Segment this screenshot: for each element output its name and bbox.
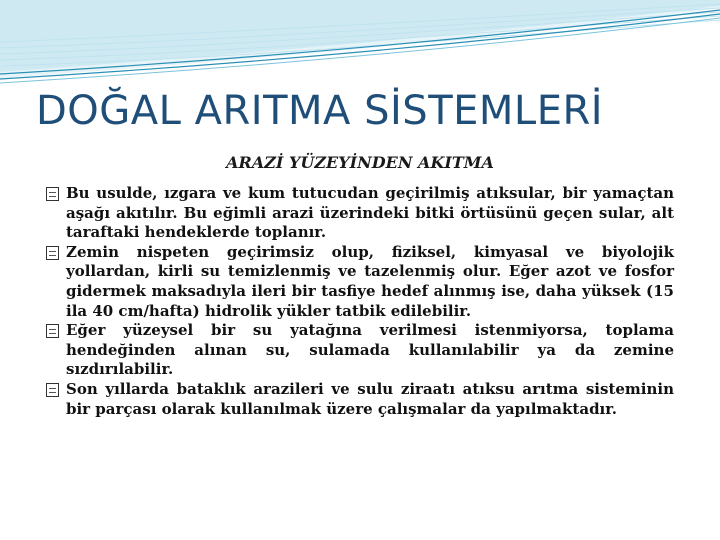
missing-glyph-box-icon [46, 324, 59, 338]
slide-subtitle: ARAZİ YÜZEYİNDEN AKITMA [226, 153, 494, 172]
missing-glyph-box-icon [46, 187, 59, 201]
missing-glyph-box-icon [46, 383, 59, 397]
paragraph-3-text: Eğer yüzeysel bir su yatağına verilmesi istenmiyorsa, toplama hendeğinden alınan su, sulamada kullanılabilir ya da zemine sızdırılabilir. [66, 321, 674, 379]
paragraph-2-text: Zemin nispeten geçirimsiz olup, fiziksel, kimyasal ve biyolojik yollardan, kirli su temizlenmiş ve tazelenmiş olur. Eğer azot ve fosfor gidermek maksadıyla ileri bir tasfiye hedef alınmış ise, daha yüksek (15 ila 40 cm/hafta) hidrolik yükler tatbik edilebilir. [66, 242, 674, 320]
paragraph-3 [46, 321, 674, 380]
slide-title: DOĞAL ARITMA SİSTEMLERİ [36, 88, 604, 134]
paragraph-2 [46, 243, 674, 321]
paragraph-4-text: Son yıllarda bataklık arazileri ve sulu ziraatı atıksu arıtma sisteminin bir parçası olarak kullanılmak üzere çalışmalar da yapılmaktadır. [66, 379, 674, 418]
header-wave-decoration [0, 0, 720, 90]
body-content [46, 184, 674, 419]
paragraph-1-text: Bu usulde, ızgara ve kum tutucudan geçirilmiş atıksular, bir yamaçtan aşağı akıtılır. Bu eğimli arazi üzerindeki bitki örtüsünü geçen sular, alt taraftaki hendeklerde toplanır. [66, 184, 674, 242]
paragraph-4 [46, 380, 674, 419]
missing-glyph-box-icon [46, 246, 59, 260]
paragraph-1 [46, 184, 674, 243]
